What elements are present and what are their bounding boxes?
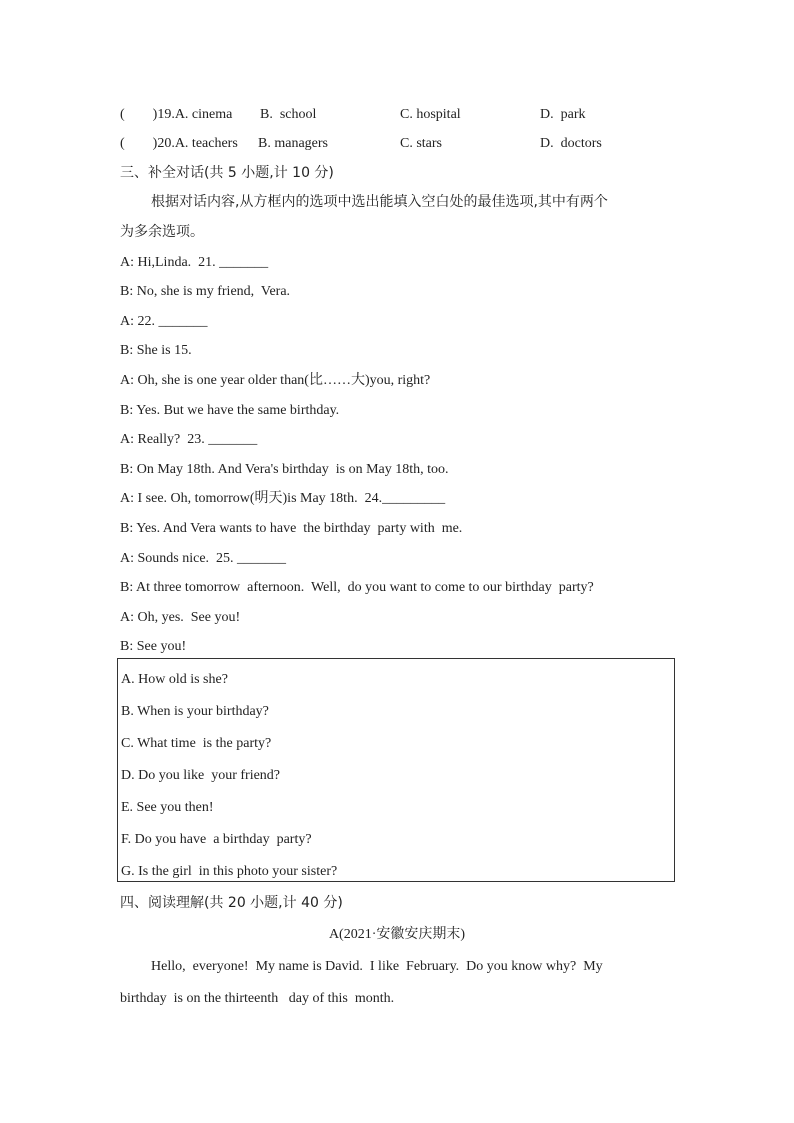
dialogue-line: A: Oh, she is one year older than(比……大)you, right? [120, 373, 431, 388]
section3-heading: 三、补全对话(共 5 小题,计 10 分) [120, 165, 334, 181]
passage-paragraph-line1: Hello, everyone! My name is David. I like February. Do you know why? My [151, 959, 603, 974]
q20-b: B. managers [258, 136, 328, 151]
passage-paragraph-line2: birthday is on the thirteenth day of this month. [120, 991, 395, 1006]
dialogue-line: A: 22. _______ [120, 314, 208, 329]
dialogue-line: A: Sounds nice. 25. _______ [120, 551, 287, 566]
q19-b: B. school [260, 107, 317, 122]
passage-title: A(2021·安徽安庆期末) [328, 927, 466, 942]
q19-c: C. hospital [400, 107, 461, 122]
option-f: F. Do you have a birthday party? [121, 832, 312, 847]
option-g: G. Is the girl in this photo your sister? [121, 864, 338, 879]
q19-a: ( )19.A. cinema [120, 107, 233, 122]
dialogue-line: B: Yes. But we have the same birthday. [120, 403, 340, 418]
q19-d: D. park [540, 107, 586, 122]
option-e: E. See you then! [121, 800, 214, 815]
section4-heading: 四、阅读理解(共 20 小题,计 40 分) [120, 895, 343, 911]
option-d: D. Do you like your friend? [121, 768, 281, 783]
q20-a: ( )20.A. teachers [120, 136, 238, 151]
dialogue-line: A: Really? 23. _______ [120, 432, 258, 447]
dialogue-line: B: See you! [120, 639, 187, 654]
dialogue-line: B: At three tomorrow afternoon. Well, do you want to come to our birthday party? [120, 580, 594, 595]
dialogue-line: B: Yes. And Vera wants to have the birthday party with me. [120, 521, 463, 536]
section3-instructions-line2: 为多余选项。 [120, 224, 204, 240]
dialogue-line: A: Hi,Linda. 21. _______ [120, 255, 269, 270]
dialogue-line: B: She is 15. [120, 343, 192, 358]
options-box [117, 658, 675, 882]
dialogue-line: B: On May 18th. And Vera's birthday is on May 18th, too. [120, 462, 449, 477]
q20-d: D. doctors [540, 136, 602, 151]
option-a: A. How old is she? [121, 672, 228, 687]
section3-instructions-line1: 根据对话内容,从方框内的选项中选出能填入空白处的最佳选项,其中有两个 [151, 194, 608, 210]
option-b: B. When is your birthday? [121, 704, 269, 719]
dialogue-line: A: I see. Oh, tomorrow(明天)is May 18th. 24._________ [120, 491, 446, 506]
dialogue-line: A: Oh, yes. See you! [120, 610, 241, 625]
option-c: C. What time is the party? [121, 736, 272, 751]
q20-c: C. stars [400, 136, 442, 151]
dialogue-line: B: No, she is my friend, Vera. [120, 284, 291, 299]
